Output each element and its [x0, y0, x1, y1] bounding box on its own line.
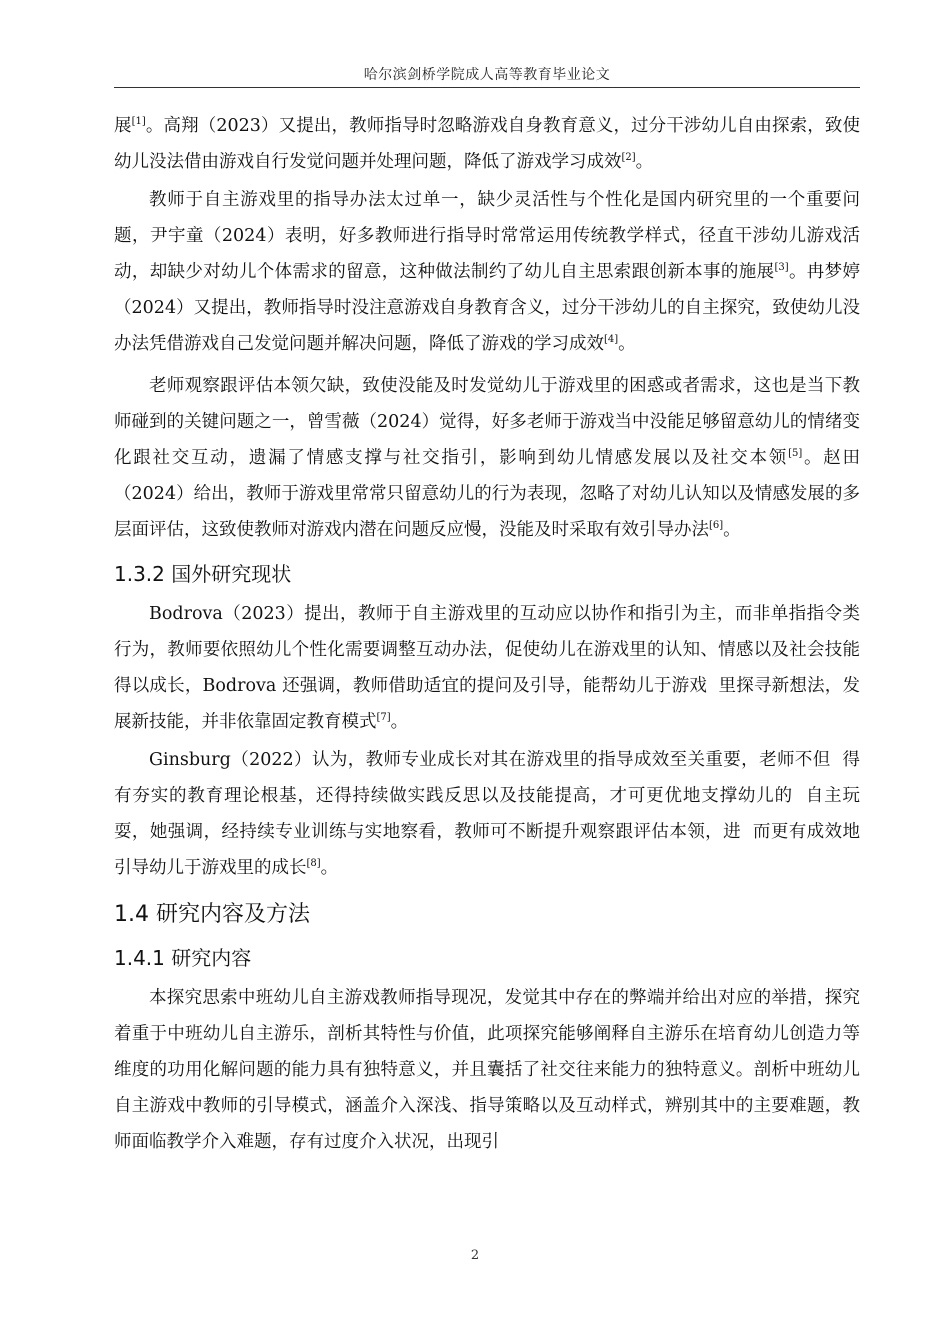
- citation: [2]: [621, 152, 636, 164]
- page-number: 2: [470, 1248, 480, 1263]
- paragraph: 教师于自主游戏里的指导办法太过单一，缺少灵活性与个性化是国内研究里的一个重要问题，尹宇童（2024）表明，好多教师进行指导时常常运用传统教学样式，径直干涉幼儿游戏活动，却缺少对幼儿个体需求的留意，这种做法制约了幼儿自主思索跟创新本事的施展[3]。冉梦婷（2024）又提出，教师指导时没注意游戏自身教育含义，过分干涉幼儿的自主探究，致使幼儿没办法凭借游戏自己发觉问题并解决问题，降低了游戏的学习成效[4]。: [114, 190, 861, 354]
- paragraph-continued: 展[1]。高翔（2023）又提出，教师指导时忽略游戏自身教育意义，过分干涉幼儿自由探索，致使幼儿没法借由游戏自行发觉问题并处理问题，降低了游戏学习成效[2]。: [114, 116, 860, 172]
- citation: [1]: [131, 116, 146, 128]
- running-header: 哈尔滨剑桥学院成人高等教育毕业论文: [363, 67, 611, 83]
- citation: [7]: [376, 712, 391, 724]
- citation: [8]: [306, 858, 321, 870]
- citation: [3]: [774, 262, 789, 274]
- chapter-section-heading: 1.4 研究内容及方法: [114, 902, 310, 927]
- citation: [6]: [709, 520, 724, 532]
- paragraph: 老师观察跟评估本领欠缺，致使没能及时发觉幼儿于游戏里的困惑或者需求，这也是当下教师碰到的关键问题之一，曾雪薇（2024）觉得，好多老师于游戏当中没能足够留意幼儿的情绪变化跟社交互动，遗漏了情感支撑与社交指引，影响到幼儿情感发展以及社交本领[5]。赵田（2024）给出，教师于游戏里常常只留意幼儿的行为表现，忽略了对幼儿认知以及情感发展的多层面评估，这致使教师对游戏内潜在问题反应慢，没能及时采取有效引导办法[6]。: [114, 376, 861, 540]
- paragraph: Bodrova（2023）提出，教师于自主游戏里的互动应以协作和指引为主，而非单指指令类行为，教师要依照幼儿个性化需要调整互动办法，促使幼儿在游戏里的认知、情感以及社会技能得以成长，Bodrova 还强调，教师借助适宜的提问及引导，能帮幼儿于游戏 里探寻新想法，发展新技能，并非依靠固定教育模式[7]。: [114, 604, 860, 732]
- paragraph: 本探究思索中班幼儿自主游戏教师指导现况，发觉其中存在的弊端并给出对应的举措，探究着重于中班幼儿自主游乐，剖析其特性与价值，此项探究能够阐释自主游乐在培育幼儿创造力等维度的功用化解问题的能力具有独特意义，并且囊括了社交往来能力的独特意义。剖析中班幼儿自主游戏中教师的引导模式，涵盖介入深浅、指导策略以及互动样式，辨别其中的主要难题，教师面临教学介入难题，存有过度介入状况，出现引: [114, 988, 860, 1152]
- citation: [5]: [788, 448, 803, 460]
- paragraph: Ginsburg（2022）认为，教师专业成长对其在游戏里的指导成效至关重要，老师不但 得有夯实的教育理论根基，还得持续做实践反思以及技能提高，才可更优地支撑幼儿的 自主玩耍，她强调，经持续专业训练与实地察看，教师可不断提升观察跟评估本领，进 而更有成效地引导幼儿于游戏里的成长[8]。: [114, 750, 860, 878]
- citation: [4]: [604, 334, 619, 346]
- page-body: [114, 108, 860, 1160]
- section-heading: 1.4.1 研究内容: [114, 946, 252, 970]
- section-heading: 1.3.2 国外研究现状: [114, 562, 292, 586]
- header-rule: [114, 87, 860, 88]
